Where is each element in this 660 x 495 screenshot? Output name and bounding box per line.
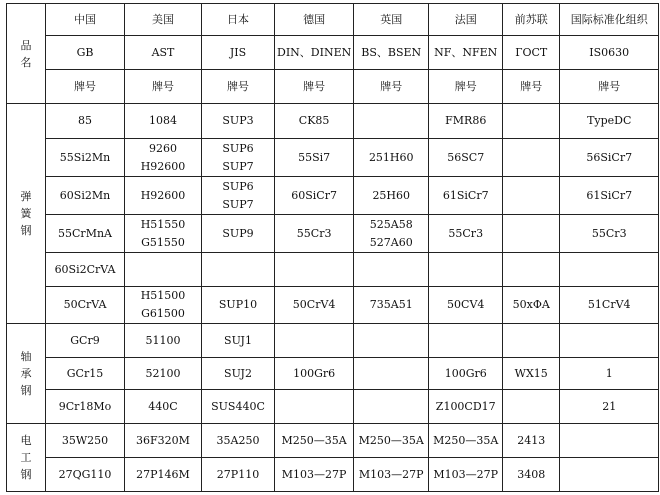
grade-cell: M250—35A — [275, 424, 354, 458]
grade-cell — [354, 358, 429, 390]
grade-cell: 50CV4 — [429, 287, 503, 324]
grade-cell — [429, 253, 503, 287]
grade-cell: 735A51 — [354, 287, 429, 324]
country-header: 英国 — [354, 4, 429, 36]
grade-label-header: 牌号 — [202, 70, 275, 104]
grade-cell: TypeDC — [560, 104, 659, 139]
grade-cell: 50CrV4 — [275, 287, 354, 324]
grade-cell: 61SiCr7 — [429, 177, 503, 215]
grade-cell: 27P110 — [202, 458, 275, 492]
grade-cell: 55Si2Mn — [46, 139, 125, 177]
grade-label-header: 牌号 — [354, 70, 429, 104]
grade-cell: SUJ2 — [202, 358, 275, 390]
steel-grade-comparison-table — [6, 3, 659, 492]
grade-cell: 9260 H92600 — [125, 139, 202, 177]
grade-cell — [275, 390, 354, 424]
grade-cell — [125, 253, 202, 287]
grade-cell — [503, 253, 560, 287]
standard-header: JIS — [202, 36, 275, 70]
country-header: 日本 — [202, 4, 275, 36]
grade-cell: M250—35A — [354, 424, 429, 458]
grade-cell: 27P146M — [125, 458, 202, 492]
grade-cell: 55Cr3 — [275, 215, 354, 253]
table-row — [7, 424, 659, 458]
grade-cell: H51500 G61500 — [125, 287, 202, 324]
grade-cell — [354, 324, 429, 358]
grade-cell: 2413 — [503, 424, 560, 458]
table-row — [7, 177, 659, 215]
grade-cell — [560, 458, 659, 492]
grade-cell: 1084 — [125, 104, 202, 139]
grade-cell: SUP10 — [202, 287, 275, 324]
table-row — [7, 215, 659, 253]
country-header: 德国 — [275, 4, 354, 36]
grade-cell: SUP3 — [202, 104, 275, 139]
grade-cell: H92600 — [125, 177, 202, 215]
grade-cell: 61SiCr7 — [560, 177, 659, 215]
category-cell: 电工钢 — [7, 424, 46, 492]
country-header: 国际标准化组织 — [560, 4, 659, 36]
grade-cell — [354, 253, 429, 287]
grade-cell: SUS440C — [202, 390, 275, 424]
country-header: 中国 — [46, 4, 125, 36]
category-cell: 弹簧钢 — [7, 104, 46, 324]
grade-cell: 3408 — [503, 458, 560, 492]
grade-cell: 60SiCr7 — [275, 177, 354, 215]
country-header: 前苏联 — [503, 4, 560, 36]
grade-cell: WX15 — [503, 358, 560, 390]
grade-cell: 55Cr3 — [560, 215, 659, 253]
grade-cell: 55Si7 — [275, 139, 354, 177]
grade-cell — [503, 177, 560, 215]
grade-cell — [503, 324, 560, 358]
table-row — [7, 324, 659, 358]
grade-cell: GCr15 — [46, 358, 125, 390]
grade-label-header: 牌号 — [429, 70, 503, 104]
grade-cell — [275, 324, 354, 358]
grade-cell — [354, 104, 429, 139]
grade-cell: 9Cr18Mo — [46, 390, 125, 424]
grade-cell — [429, 324, 503, 358]
grade-cell: 85 — [46, 104, 125, 139]
grade-cell: SUJ1 — [202, 324, 275, 358]
grade-cell: 100Gr6 — [429, 358, 503, 390]
grade-cell: H51550 G51550 — [125, 215, 202, 253]
table-row — [7, 104, 659, 139]
grade-cell — [202, 253, 275, 287]
table-row — [7, 458, 659, 492]
grade-cell: 55Cr3 — [429, 215, 503, 253]
country-header: 美国 — [125, 4, 202, 36]
table-row — [7, 358, 659, 390]
grade-cell: CK85 — [275, 104, 354, 139]
standard-header: GB — [46, 36, 125, 70]
grade-cell — [503, 139, 560, 177]
standard-header: NF、NFEN — [429, 36, 503, 70]
grade-cell: SUP9 — [202, 215, 275, 253]
grade-cell — [560, 424, 659, 458]
grade-cell: SUP6 SUP7 — [202, 177, 275, 215]
grade-cell: M250—35A — [429, 424, 503, 458]
grade-cell: M103—27P — [275, 458, 354, 492]
grade-cell — [560, 324, 659, 358]
table-row — [7, 287, 659, 324]
table-row — [7, 390, 659, 424]
grade-cell — [560, 253, 659, 287]
grade-cell: 51CrV4 — [560, 287, 659, 324]
grade-cell: GCr9 — [46, 324, 125, 358]
grade-cell: 27QG110 — [46, 458, 125, 492]
standard-header: DIN、DINEN — [275, 36, 354, 70]
grade-label-header: 牌号 — [275, 70, 354, 104]
grade-cell: 50xΦA — [503, 287, 560, 324]
grade-cell: 60Si2CrVA — [46, 253, 125, 287]
grade-cell: 51100 — [125, 324, 202, 358]
grade-cell: 55CrMnA — [46, 215, 125, 253]
grade-cell: 50CrVA — [46, 287, 125, 324]
table-row — [7, 139, 659, 177]
standard-header: ГОСТ — [503, 36, 560, 70]
standard-header: BS、BSEN — [354, 36, 429, 70]
grade-cell: 56SC7 — [429, 139, 503, 177]
grade-cell: 440C — [125, 390, 202, 424]
grade-cell — [275, 253, 354, 287]
country-header: 法国 — [429, 4, 503, 36]
grade-cell: 56SiCr7 — [560, 139, 659, 177]
grade-cell: 25H60 — [354, 177, 429, 215]
grade-cell: 525A58 527A60 — [354, 215, 429, 253]
grade-cell: 21 — [560, 390, 659, 424]
grade-cell: 251H60 — [354, 139, 429, 177]
grade-cell: 52100 — [125, 358, 202, 390]
grade-cell — [503, 390, 560, 424]
grade-cell: M103—27P — [429, 458, 503, 492]
category-header: 品名 — [7, 4, 46, 104]
grade-cell: 1 — [560, 358, 659, 390]
grade-cell: Z100CD17 — [429, 390, 503, 424]
grade-label-header: 牌号 — [503, 70, 560, 104]
grade-cell: 35W250 — [46, 424, 125, 458]
grade-cell: 36F320M — [125, 424, 202, 458]
grade-cell: M103—27P — [354, 458, 429, 492]
grade-label-header: 牌号 — [125, 70, 202, 104]
grade-label-header: 牌号 — [46, 70, 125, 104]
grade-cell — [503, 104, 560, 139]
standard-header: IS0630 — [560, 36, 659, 70]
grade-cell — [354, 390, 429, 424]
grade-cell: 100Gr6 — [275, 358, 354, 390]
table-row — [7, 253, 659, 287]
grade-cell: 60Si2Mn — [46, 177, 125, 215]
grade-label-header: 牌号 — [560, 70, 659, 104]
grade-cell: FMR86 — [429, 104, 503, 139]
grade-cell: SUP6 SUP7 — [202, 139, 275, 177]
standard-header: AST — [125, 36, 202, 70]
grade-cell — [503, 215, 560, 253]
grade-cell: 35A250 — [202, 424, 275, 458]
category-cell: 轴承钢 — [7, 324, 46, 424]
